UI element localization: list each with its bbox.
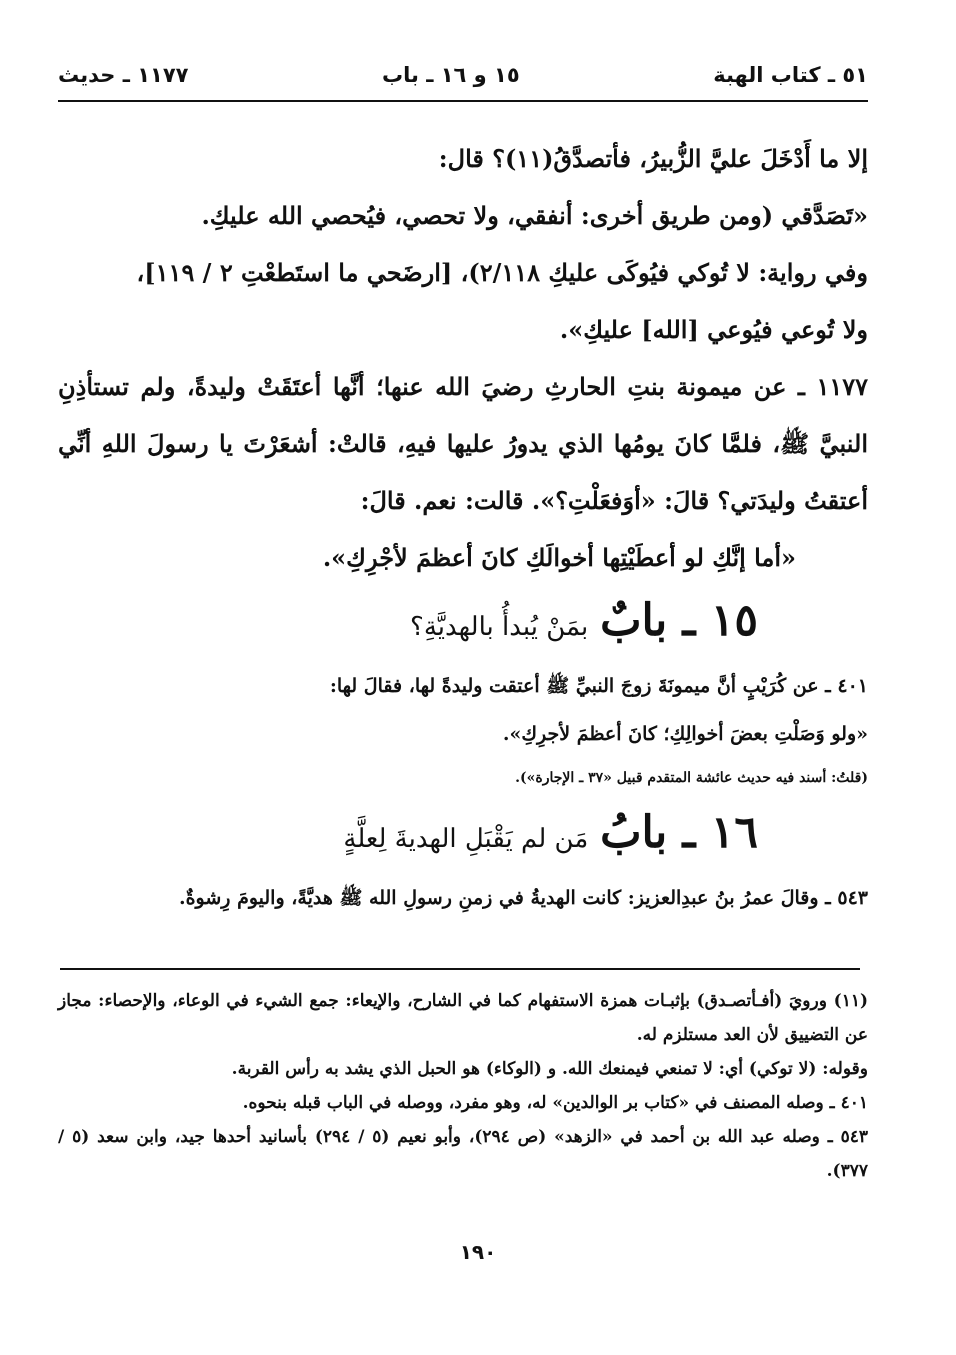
chapter-16-number: ١٦ ـ بابُ [600, 807, 758, 858]
footnote-divider [60, 968, 860, 970]
footnotes [58, 984, 868, 1188]
chapter-15-number: ١٥ ـ بابٌ [600, 595, 758, 646]
page-number: ١٩٠ [459, 1240, 497, 1264]
narration-543: ٥٤٣ ـ وقالَ عمرُ بنُ عبدِالعزيز: كانت الهديةُ في زمنِ رسولِ الله ﷺ هديَّةً، واليومَ رِشوةٌ. [178, 887, 868, 909]
footnote-11-cont: وقوله: (لا توكي) أي: لا تمنعي فيمنعك الله. و (الوكاء) هو الحبل الذي يشد به رأس القربة. [231, 1059, 868, 1079]
chapter-15-title: بمَنْ يُبدأُ بالهديَّةِ؟ [410, 612, 589, 642]
footnote-11: (١١) ورويَ (أفـأتصـدق) بإثبـات همزة الاستفهام كما في الشارح، والإيعاء: جمع الشيء في الوعاء، والإحصاء: مجاز عن التضييق لأن العد مستلزم له. [58, 991, 868, 1045]
chapter-heading-16 [58, 798, 868, 874]
footnote-401: ٤٠١ ـ وصله المصنف في «كتاب بر الوالدين» له، وهو مفرد، ووصله في الباب قبله بنحوه. [242, 1093, 868, 1113]
text-line-1: إلا ما أَدْخَلَ عليَّ الزُّبيرُ، فأتصدَّقُ(١١)؟ قال: [438, 144, 868, 173]
header-hadith-number: ١١٧٧ ـ حديث [58, 63, 189, 87]
text-line-2: «تَصَدَّقي (ومن طريق أخرى: أنفقي، ولا تحصي، فيُحصي الله عليكِ. [201, 201, 868, 230]
running-header [58, 55, 868, 95]
header-chapter: ١٥ و ١٦ ـ باب [382, 63, 520, 87]
chapter-heading-15 [58, 586, 868, 662]
narration-401: ٤٠١ ـ عن كُرَيْبٍ أنَّ ميمونَةَ زوجَ النبيِّ ﷺ أعتقت وليدةً لها، فقالَ لها: [329, 675, 868, 697]
narration-401-quote: «ولو وَصَلْتِ بعضَ أخوالِكِ؛ كانَ أعظمَ لأجرِكِ». [502, 723, 868, 745]
main-text [58, 130, 868, 922]
header-divider [58, 100, 868, 102]
header-book-title: ٥١ ـ كتاب الهبة [713, 63, 868, 87]
text-line-4: ولا تُوعي فيُوعي [الله] عليكِ». [559, 315, 868, 344]
author-note: (قلتُ: أسند فيه حديث عائشة المتقدم قبيل «٣٧ ـ الإجارة»). [515, 770, 868, 786]
chapter-16-title: مَن لم يَقْبَلِ الهديةَ لِعلَّةٍ [343, 824, 589, 854]
hadith-quote: «أما إنَّكِ لو أعطَيْتِها أخوالَكِ كانَ أعظمَ لأجْرِكِ». [322, 543, 796, 572]
hadith-1177: ١١٧٧ ـ عن ميمونة بنتِ الحارثِ رضيَ الله عنها؛ أنَّها أعتَقَتْ وليدةً، ولم تستأذِنِ النبيَّ ﷺ، فلمَّا كانَ يومُها الذي يدورُ عليها فيهِ، قالتْ: أشعَرْتَ يا رسولَ اللهِ أنِّي أعتقتُ وليدَتي؟ قالَ: «أوَفعَلْتِ؟». قالت: نعم. قالَ: [58, 372, 868, 515]
text-line-3: وفي رواية: لا تُوكي فيُوكَى عليكِ ٢/١١٨)، [ارضَحي ما استَطعْتِ ٢ / ١١٩]، [136, 258, 868, 287]
footnote-543: ٥٤٣ ـ وصله عبد الله بن أحمد في «الزهد» (ص ٢٩٤)، وأبو نعيم (٥ / ٢٩٤) بأسانيد أحدها جيد، وابن سعد (٥ / ٣٧٧). [58, 1127, 868, 1181]
